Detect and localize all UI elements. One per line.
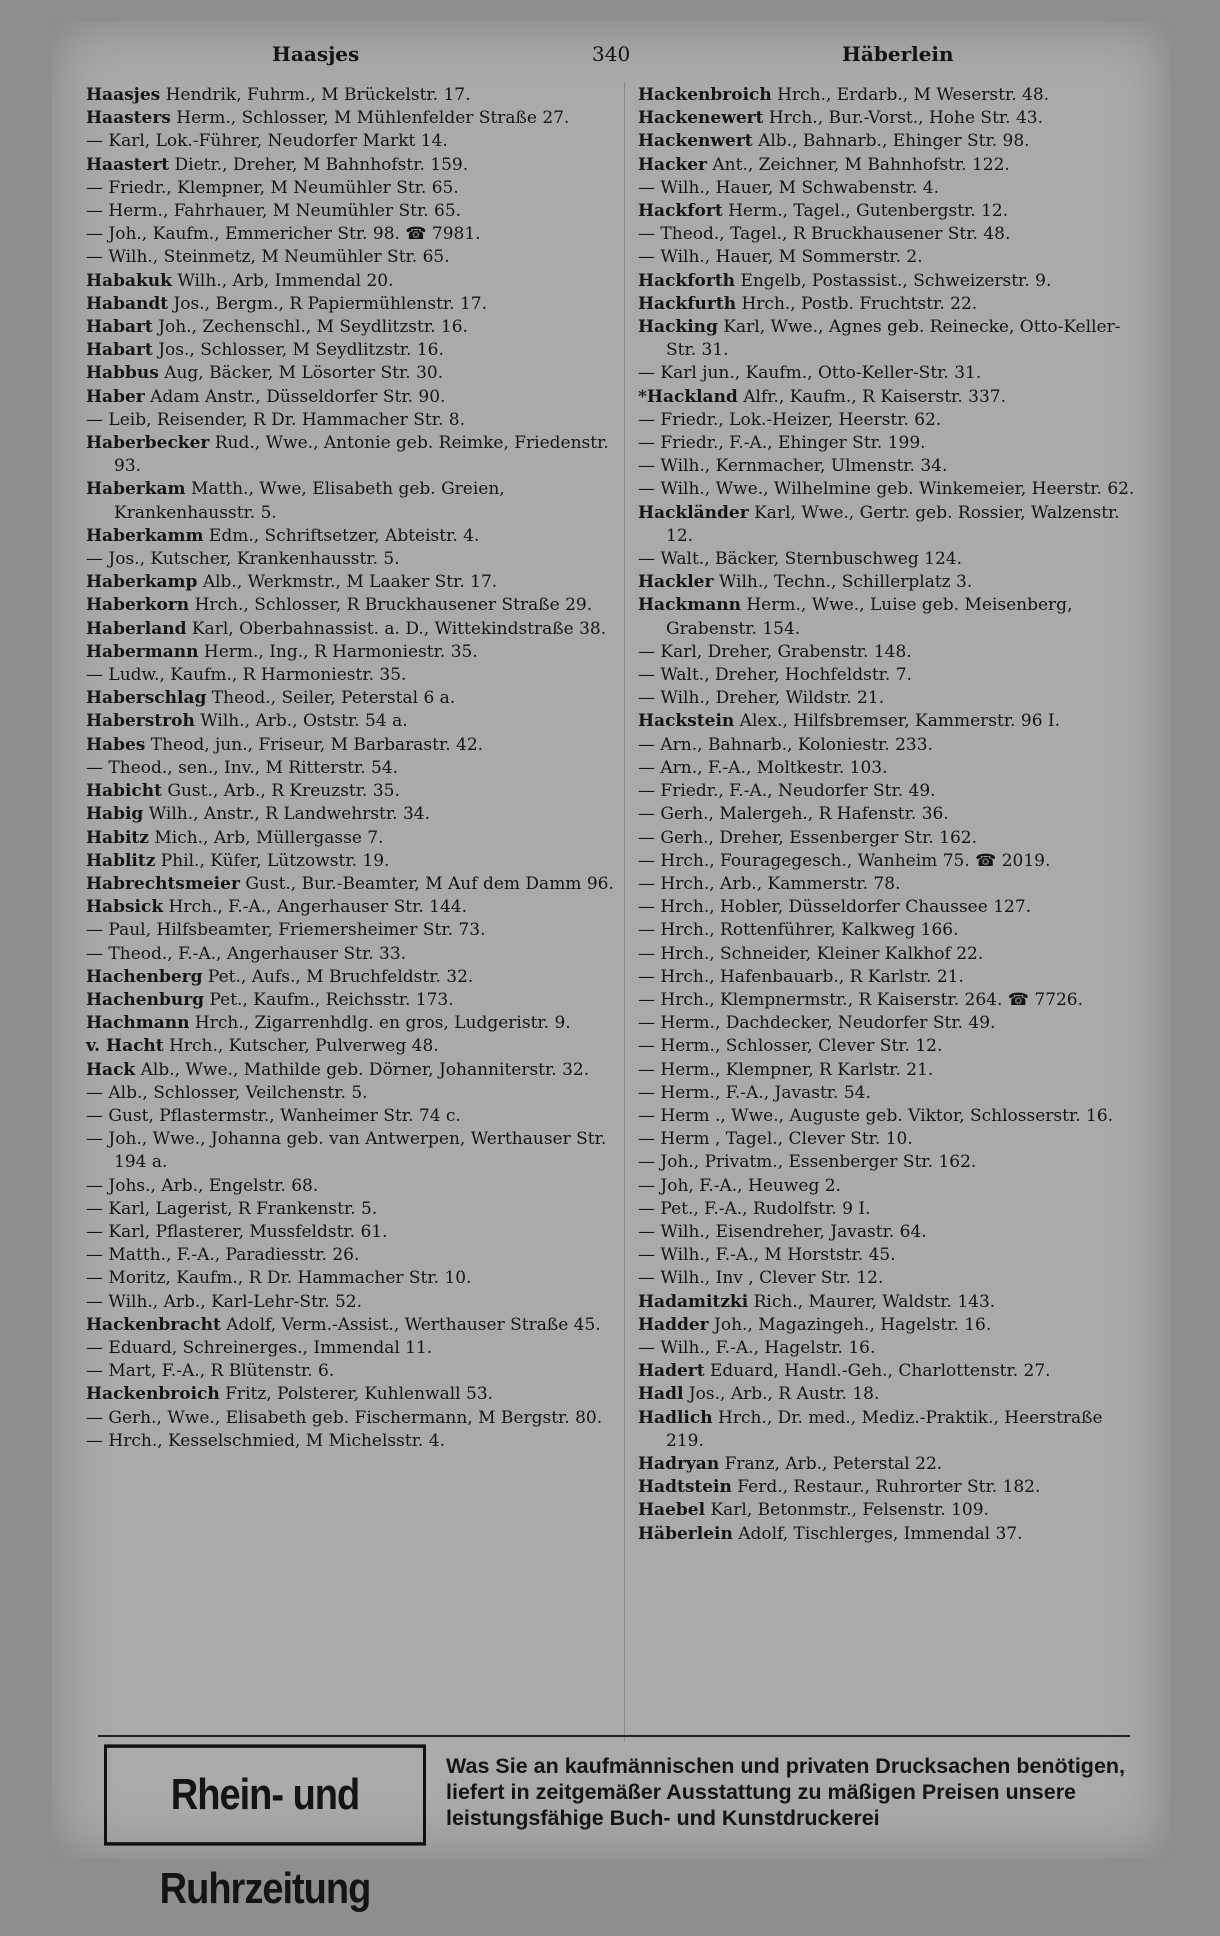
directory-entry: [86, 989, 614, 1012]
entry-surname: Haberkam: [86, 479, 186, 500]
directory-entry: [638, 1105, 1138, 1128]
entry-details: — Wilh., Hauer, M Sommerstr. 2.: [638, 247, 923, 268]
entry-details: — Joh., Kaufm., Emmericher Str. 98. ☎ 7981.: [86, 224, 481, 245]
directory-entry: [86, 757, 614, 780]
entry-surname: Hackfort: [638, 201, 723, 222]
entry-details: Rich., Maurer, Waldstr. 143.: [753, 1291, 996, 1312]
entry-details: — Wilh., Steinmetz, M Neumühler Str. 65.: [86, 247, 450, 268]
directory-entry: [86, 1430, 614, 1453]
entry-details: — Joh, F.-A., Heuweg 2.: [638, 1175, 841, 1196]
page-header: [52, 22, 1170, 82]
entry-details: Dietr., Dreher, M Bahnhofstr. 159.: [174, 154, 469, 175]
entry-details: — Matth., F.-A., Paradiesstr. 26.: [86, 1245, 360, 1266]
directory-entry: [86, 873, 614, 896]
entry-details: — Eduard, Schreinerges., Immendal 11.: [86, 1337, 433, 1358]
directory-entry: [638, 1360, 1138, 1383]
entry-surname: Hackenwert: [638, 131, 753, 152]
entry-details: Franz, Arb., Peterstal 22.: [724, 1453, 943, 1474]
entry-details: Gust., Bur.-Beamter, M Auf dem Damm 96.: [245, 873, 614, 894]
directory-entry: [638, 780, 1138, 803]
entry-surname: Habbus: [86, 363, 159, 384]
directory-entry: [86, 1291, 614, 1314]
directory-entry: [86, 432, 614, 478]
entry-details: — Hrch., Kesselschmied, M Michelsstr. 4.: [86, 1430, 445, 1451]
entry-surname: Häberlein: [638, 1523, 733, 1544]
directory-entry: [638, 1012, 1138, 1035]
entry-details: Joh., Magazingeh., Hagelstr. 16.: [714, 1314, 992, 1335]
directory-entry: [638, 896, 1138, 919]
entry-details: Hrch., Bur.-Vorst., Hohe Str. 43.: [768, 108, 1044, 129]
page-number: 340: [592, 42, 631, 66]
entry-details: Ferd., Restaur., Ruhrorter Str. 182.: [737, 1477, 1041, 1498]
entry-details: — Hrch., Klempnermstr., R Kaiserstr. 264. ☎ 7726.: [638, 989, 1084, 1010]
entry-details: Jos., Schlosser, M Seydlitzstr. 16.: [158, 340, 444, 361]
directory-entry: [86, 896, 614, 919]
directory-entry: [638, 223, 1138, 246]
entry-surname: v. Hacht: [86, 1036, 164, 1057]
entry-details: — Arn., F.-A., Moltkestr. 103.: [638, 757, 888, 778]
directory-entry: [638, 1059, 1138, 1082]
directory-entry: [638, 757, 1138, 780]
entry-details: Pet., Kaufm., Reichsstr. 173.: [209, 989, 454, 1010]
entry-surname: Hadlich: [638, 1407, 713, 1428]
entry-details: — Walt., Dreher, Hochfeldstr. 7.: [638, 665, 912, 686]
entry-details: Hrch., Erdarb., M Weserstr. 48.: [777, 85, 1050, 105]
entry-details: — Alb., Schlosser, Veilchenstr. 5.: [86, 1082, 368, 1103]
directory-entry: [86, 780, 614, 803]
entry-surname: Hablitz: [86, 850, 156, 871]
entry-details: Herm., Ing., R Harmoniestr. 35.: [203, 641, 478, 662]
directory-entry: [86, 919, 614, 942]
entry-details: — Hrch., Arb., Kammerstr. 78.: [638, 873, 901, 894]
directory-entry: [86, 827, 614, 850]
directory-entry: [86, 618, 614, 641]
directory-entry: [638, 943, 1138, 966]
entry-details: Ant., Zeichner, M Bahnhofstr. 122.: [712, 154, 1010, 175]
entry-details: Rud., Wwe., Antonie geb. Reimke, Friedenstr. 93.: [114, 433, 609, 477]
entry-details: — Moritz, Kaufm., R Dr. Hammacher Str. 10.: [86, 1268, 472, 1289]
directory-entry: [638, 1244, 1138, 1267]
entry-details: — Friedr., F.-A., Ehinger Str. 199.: [638, 433, 926, 454]
entry-surname: Hackler: [638, 572, 714, 593]
entry-details: — Leib, Reisender, R Dr. Hammacher Str. 8.: [86, 409, 465, 430]
directory-entry: [86, 1059, 614, 1082]
directory-entry: [638, 827, 1138, 850]
directory-entry: [86, 84, 614, 107]
directory-entry: [86, 687, 614, 710]
directory-entry: [638, 1082, 1138, 1105]
entry-surname: Haberkorn: [86, 595, 190, 616]
directory-entry: [638, 571, 1138, 594]
directory-entry: [638, 1198, 1138, 1221]
entry-details: Karl, Oberbahnassist. a. D., Wittekindstraße 38.: [191, 618, 607, 639]
entry-details: Adam Anstr., Düsseldorfer Str. 90.: [150, 386, 446, 407]
directory-entry: [638, 594, 1138, 640]
entry-surname: Hadamitzki: [638, 1291, 749, 1312]
entry-details: — Mart, F.-A., R Blütenstr. 6.: [86, 1361, 335, 1382]
entry-details: — Wilh., Eisendreher, Javastr. 64.: [638, 1221, 927, 1242]
directory-entry: [86, 571, 614, 594]
directory-entry: [638, 409, 1138, 432]
directory-entry: [86, 1198, 614, 1221]
directory-entry: [86, 1105, 614, 1128]
entry-details: — Gerh., Wwe., Elisabeth geb. Fischermann, M Bergstr. 80.: [86, 1407, 603, 1428]
advertisement: [98, 1735, 1130, 1914]
entry-details: Karl, Wwe., Agnes geb. Reinecke, Otto-Keller-Str. 31.: [666, 317, 1121, 361]
entry-details: — Herm., Dachdecker, Neudorfer Str. 49.: [638, 1013, 996, 1034]
directory-entry: [638, 1267, 1138, 1290]
directory-entry: [638, 1407, 1138, 1453]
directory-entry: [86, 1175, 614, 1198]
directory-entry: [638, 270, 1138, 293]
entry-details: — Hrch., Fouragegesch., Wanheim 75. ☎ 2019.: [638, 850, 1051, 871]
entry-details: Karl, Betonmstr., Felsenstr. 109.: [710, 1500, 989, 1521]
directory-entry: [638, 803, 1138, 826]
entry-surname: Hackenewert: [638, 108, 764, 129]
entry-details: Alb., Wwe., Mathilde geb. Dörner, Johanniterstr. 32.: [140, 1059, 590, 1080]
entry-details: — Johs., Arb., Engelstr. 68.: [86, 1175, 319, 1196]
directory-entry: [86, 478, 614, 524]
directory-entry: [86, 1082, 614, 1105]
directory-entry: [86, 966, 614, 989]
directory-entry: [86, 664, 614, 687]
directory-entry: [638, 1337, 1138, 1360]
entry-surname: Haberschlag: [86, 688, 207, 709]
entry-details: — Herm., Klempner, R Karlstr. 21.: [638, 1059, 934, 1080]
entry-surname: Haberland: [86, 618, 187, 639]
directory-entry: [638, 1151, 1138, 1174]
entry-surname: Hadtstein: [638, 1477, 732, 1498]
left-column: [86, 84, 614, 1453]
entry-details: — Friedr., F.-A., Neudorfer Str. 49.: [638, 781, 936, 802]
entry-details: Hrch., Kutscher, Pulverweg 48.: [169, 1036, 439, 1057]
entry-surname: Habandt: [86, 293, 169, 314]
entry-surname: Habicht: [86, 781, 162, 802]
entry-details: Engelb, Postassist., Schweizerstr. 9.: [740, 270, 1052, 291]
entry-details: — Pet., F.-A., Rudolfstr. 9 I.: [638, 1198, 871, 1219]
entry-surname: Haberkamp: [86, 572, 198, 593]
directory-entry: [86, 362, 614, 385]
entry-details: — Wilh., F.-A., Hagelstr. 16.: [638, 1337, 876, 1358]
directory-entry: [86, 1244, 614, 1267]
entry-details: Herm., Wwe., Luise geb. Meisenberg, Grabenstr. 154.: [666, 595, 1073, 639]
directory-entry: [86, 1012, 614, 1035]
directory-entry: [638, 246, 1138, 269]
entry-surname: Haebel: [638, 1500, 706, 1521]
entry-surname: Habakuk: [86, 270, 172, 291]
entry-surname: Habes: [86, 734, 146, 755]
directory-entry: [638, 989, 1138, 1012]
directory-entry: [638, 200, 1138, 223]
directory-entry: [86, 293, 614, 316]
directory-entry: [638, 84, 1138, 107]
directory-entry: [638, 734, 1138, 757]
directory-entry: [86, 734, 614, 757]
entry-surname: Habitz: [86, 827, 149, 848]
entry-surname: Hacking: [638, 317, 718, 338]
entry-surname: Habig: [86, 804, 144, 825]
directory-entry: [638, 1499, 1138, 1522]
entry-surname: Hackstein: [638, 711, 735, 732]
entry-details: — Hrch., Hobler, Düsseldorfer Chaussee 127.: [638, 897, 1032, 918]
directory-entry: [86, 200, 614, 223]
directory-entry: [86, 130, 614, 153]
directory-entry: [638, 130, 1138, 153]
entry-details: — Karl, Pflasterer, Mussfeldstr. 61.: [86, 1221, 388, 1242]
entry-details: — Karl, Lok.-Führer, Neudorfer Markt 14.: [86, 131, 448, 152]
directory-entry: [638, 1221, 1138, 1244]
entry-surname: Hackenbroich: [86, 1384, 220, 1405]
header-left-word: Haasjes: [272, 42, 360, 66]
entry-details: — Joh., Privatm., Essenberger Str. 162.: [638, 1152, 977, 1173]
directory-entry: [86, 548, 614, 571]
entry-details: — Herm., Fahrhauer, M Neumühler Str. 65.: [86, 201, 462, 222]
entry-details: Jos., Arb., R Austr. 18.: [688, 1384, 880, 1405]
entry-details: Edm., Schriftsetzer, Abteistr. 4.: [208, 525, 480, 546]
entry-surname: Habermann: [86, 641, 199, 662]
directory-entry: [86, 316, 614, 339]
directory-entry: [638, 316, 1138, 362]
entry-details: — Herm., Schlosser, Clever Str. 12.: [638, 1036, 943, 1057]
entry-details: — Herm ., Wwe., Auguste geb. Viktor, Schlosserstr. 16.: [638, 1105, 1114, 1126]
entry-surname: Habrechtsmeier: [86, 873, 240, 894]
directory-entry: [86, 1267, 614, 1290]
directory-entry: [86, 1035, 614, 1058]
entry-details: Hrch., F.-A., Angerhauser Str. 144.: [168, 897, 467, 918]
directory-entry: [86, 386, 614, 409]
entry-surname: Haastert: [86, 154, 170, 175]
directory-entry: [86, 270, 614, 293]
directory-entry: [86, 641, 614, 664]
directory-entry: [86, 1128, 614, 1174]
entry-details: Fritz, Polsterer, Kuhlenwall 53.: [225, 1384, 494, 1405]
entry-surname: Hachenberg: [86, 966, 203, 987]
entry-details: — Hrch., Schneider, Kleiner Kalkhof 22.: [638, 943, 984, 964]
entry-surname: Hackforth: [638, 270, 736, 291]
entry-surname: Habart: [86, 317, 153, 338]
entry-surname: Haber: [86, 386, 145, 407]
entry-details: Matth., Wwe, Elisabeth geb. Greien, Krankenhausstr. 5.: [114, 479, 505, 523]
entry-details: — Theod., sen., Inv., M Ritterstr. 54.: [86, 757, 399, 778]
entry-details: — Friedr., Lok.-Heizer, Heerstr. 62.: [638, 409, 942, 430]
entry-surname: Hadert: [638, 1361, 705, 1382]
directory-entry: [638, 293, 1138, 316]
directory-entry: [638, 1453, 1138, 1476]
directory-entry: [86, 1337, 614, 1360]
entry-surname: Hackenbracht: [86, 1314, 221, 1335]
directory-entry: [638, 154, 1138, 177]
directory-entry: [638, 919, 1138, 942]
entry-surname: *Hackland: [638, 386, 738, 407]
right-column: [638, 84, 1138, 1546]
directory-entry: [86, 943, 614, 966]
directory-entry: [86, 409, 614, 432]
entry-details: Hendrik, Fuhrm., M Brückelstr. 17.: [165, 85, 471, 105]
directory-entry: [638, 1383, 1138, 1406]
directory-entry: [86, 177, 614, 200]
directory-entry: [638, 1476, 1138, 1499]
directory-entry: [86, 1314, 614, 1337]
directory-entry: [86, 594, 614, 617]
entry-details: — Gerh., Malergeh., R Hafenstr. 36.: [638, 804, 949, 825]
entry-surname: Haberbecker: [86, 433, 210, 454]
directory-entry: [638, 432, 1138, 455]
directory-entry: [638, 966, 1138, 989]
directory-entry: [638, 177, 1138, 200]
entry-surname: Hackmann: [638, 595, 741, 616]
directory-entry: [638, 710, 1138, 733]
directory-entry: [86, 107, 614, 130]
directory-entry: [638, 1291, 1138, 1314]
entry-details: — Wilh., F.-A., M Horststr. 45.: [638, 1245, 896, 1266]
entry-details: Adolf, Verm.-Assist., Werthauser Straße 45.: [226, 1314, 601, 1335]
entry-details: Hrch., Schlosser, R Bruckhausener Straße 29.: [194, 595, 593, 616]
directory-entry: [638, 478, 1138, 501]
entry-details: Gust., Arb., R Kreuzstr. 35.: [167, 781, 400, 802]
entry-details: Alex., Hilfsbremser, Kammerstr. 96 I.: [739, 711, 1061, 732]
entry-surname: Hackenbroich: [638, 85, 772, 105]
directory-entry: [638, 1128, 1138, 1151]
directory-entry: [638, 641, 1138, 664]
advertisement-text: Was Sie an kaufmännischen und privaten Drucksachen benötigen, liefert in zeitgemäßer Ausstattung zu mäßigen Preisen unsere leistungsfähige Buch- und Kunstdruckerei: [446, 1754, 1126, 1830]
directory-entry: [86, 223, 614, 246]
entry-details: Karl, Wwe., Gertr. geb. Rossier, Walzenstr. 12.: [666, 502, 1120, 546]
entry-surname: Hachmann: [86, 1013, 190, 1034]
entry-details: — Karl, Dreher, Grabenstr. 148.: [638, 641, 912, 662]
entry-details: Alfr., Kaufm., R Kaiserstr. 337.: [743, 386, 1006, 407]
directory-entry: [638, 687, 1138, 710]
entry-surname: Hack: [86, 1059, 136, 1080]
entry-details: Mich., Arb, Müllergasse 7.: [154, 827, 384, 848]
entry-details: Herm., Tagel., Gutenbergstr. 12.: [728, 201, 1009, 222]
directory-entry: [86, 154, 614, 177]
entry-surname: Hachenburg: [86, 989, 205, 1010]
newspaper-logo: Rhein- und Ruhrzeitung: [104, 1744, 426, 1845]
entry-details: Phil., Küfer, Lützowstr. 19.: [160, 850, 390, 871]
entry-details: — Friedr., Klempner, M Neumühler Str. 65.: [86, 177, 459, 198]
entry-details: — Wilh., Arb., Karl-Lehr-Str. 52.: [86, 1291, 363, 1312]
directory-entry: [638, 107, 1138, 130]
directory-entry: [638, 548, 1138, 571]
entry-details: Eduard, Handl.-Geh., Charlottenstr. 27.: [710, 1361, 1051, 1382]
directory-entry: [638, 1523, 1138, 1546]
entry-details: — Herm., F.-A., Javastr. 54.: [638, 1082, 871, 1103]
entry-surname: Haberstroh: [86, 711, 195, 732]
entry-details: — Theod., F.-A., Angerhauser Str. 33.: [86, 943, 407, 964]
entry-surname: Habsick: [86, 897, 164, 918]
entry-details: — Paul, Hilfsbeamter, Friemersheimer Str. 73.: [86, 920, 486, 941]
directory-entry: [638, 1314, 1138, 1337]
entry-details: Wilh., Techn., Schillerplatz 3.: [718, 572, 973, 593]
column-divider: [624, 82, 625, 1742]
entry-details: — Wilh., Kernmacher, Ulmenstr. 34.: [638, 456, 948, 477]
entry-details: Alb., Bahnarb., Ehinger Str. 98.: [758, 131, 1030, 152]
entry-surname: Hadl: [638, 1384, 684, 1405]
entry-details: Hrch., Zigarrenhdlg. en gros, Ludgeristr. 9.: [194, 1013, 571, 1034]
entry-details: Theod, jun., Friseur, M Barbarastr. 42.: [150, 734, 484, 755]
directory-entry: [86, 850, 614, 873]
entry-details: — Hrch., Rottenführer, Kalkweg 166.: [638, 920, 959, 941]
directory-entry: [86, 1407, 614, 1430]
directory-entry: [638, 1175, 1138, 1198]
entry-surname: Hacker: [638, 154, 707, 175]
directory-entry: [638, 502, 1138, 548]
entry-details: Jos., Bergm., R Papiermühlenstr. 17.: [173, 293, 488, 314]
directory-entry: [638, 873, 1138, 896]
directory-page: [52, 22, 1170, 1914]
entry-details: — Wilh., Dreher, Wildstr. 21.: [638, 688, 885, 709]
entry-details: — Joh., Wwe., Johanna geb. van Antwerpen, Werthauser Str. 194 a.: [86, 1129, 607, 1173]
directory-entry: [86, 1360, 614, 1383]
directory-entry: [638, 386, 1138, 409]
entry-details: Wilh., Arb., Oststr. 54 a.: [200, 711, 408, 732]
directory-entry: [638, 362, 1138, 385]
entry-surname: Hackländer: [638, 502, 749, 523]
directory-entry: [86, 1221, 614, 1244]
directory-entry: [86, 246, 614, 269]
entry-details: Aug, Bäcker, M Lösorter Str. 30.: [164, 363, 444, 384]
entry-details: — Jos., Kutscher, Krankenhausstr. 5.: [86, 549, 400, 570]
entry-details: — Karl, Lagerist, R Frankenstr. 5.: [86, 1198, 378, 1219]
entry-details: Adolf, Tischlerges, Immendal 37.: [738, 1523, 1023, 1544]
entry-details: — Wilh., Hauer, M Schwabenstr. 4.: [638, 177, 939, 198]
entry-details: Joh., Zechenschl., M Seydlitzstr. 16.: [158, 317, 468, 338]
entry-details: — Theod., Tagel., R Bruckhausener Str. 48.: [638, 224, 1011, 245]
entry-details: — Ludw., Kaufm., R Harmoniestr. 35.: [86, 665, 407, 686]
directory-entry: [86, 1383, 614, 1406]
directory-entry: [638, 664, 1138, 687]
entry-details: Wilh., Arb, Immendal 20.: [177, 270, 394, 291]
entry-details: Pet., Aufs., M Bruchfeldstr. 32.: [207, 966, 474, 987]
entry-details: Theod., Seiler, Peterstal 6 a.: [211, 688, 456, 709]
directory-entry: [86, 339, 614, 362]
directory-entry: [86, 710, 614, 733]
entry-surname: Haasters: [86, 108, 171, 129]
entry-details: — Herm , Tagel., Clever Str. 10.: [638, 1129, 913, 1150]
entry-details: Herm., Schlosser, M Mühlenfelder Straße 27.: [176, 108, 570, 129]
entry-details: — Wilh., Wwe., Wilhelmine geb. Winkemeier, Heerstr. 62.: [638, 479, 1135, 500]
directory-entry: [638, 1035, 1138, 1058]
entry-surname: Haasjes: [86, 85, 161, 105]
header-right-word: Häberlein: [842, 42, 954, 66]
entry-details: Wilh., Anstr., R Landwehrstr. 34.: [148, 804, 430, 825]
entry-details: — Karl jun., Kaufm., Otto-Keller-Str. 31.: [638, 363, 982, 384]
entry-details: Hrch., Postb. Fruchtstr. 22.: [741, 293, 978, 314]
entry-surname: Hadryan: [638, 1453, 720, 1474]
entry-details: Hrch., Dr. med., Mediz.-Praktik., Heerstraße 219.: [666, 1407, 1103, 1451]
entry-details: — Wilh., Inv , Clever Str. 12.: [638, 1268, 884, 1289]
entry-surname: Haberkamm: [86, 525, 204, 546]
entry-details: Alb., Werkmstr., M Laaker Str. 17.: [202, 572, 498, 593]
entry-surname: Hadder: [638, 1314, 709, 1335]
directory-entry: [638, 850, 1138, 873]
entry-details: — Arn., Bahnarb., Koloniestr. 233.: [638, 734, 933, 755]
entry-surname: Habart: [86, 340, 153, 361]
entry-details: — Gerh., Dreher, Essenberger Str. 162.: [638, 827, 978, 848]
directory-entry: [86, 525, 614, 548]
entry-details: — Gust, Pflastermstr., Wanheimer Str. 74 c.: [86, 1105, 461, 1126]
directory-entry: [86, 803, 614, 826]
entry-details: — Walt., Bäcker, Sternbuschweg 124.: [638, 549, 962, 570]
entry-surname: Hackfurth: [638, 293, 737, 314]
directory-entry: [638, 455, 1138, 478]
entry-details: — Hrch., Hafenbauarb., R Karlstr. 21.: [638, 966, 964, 987]
